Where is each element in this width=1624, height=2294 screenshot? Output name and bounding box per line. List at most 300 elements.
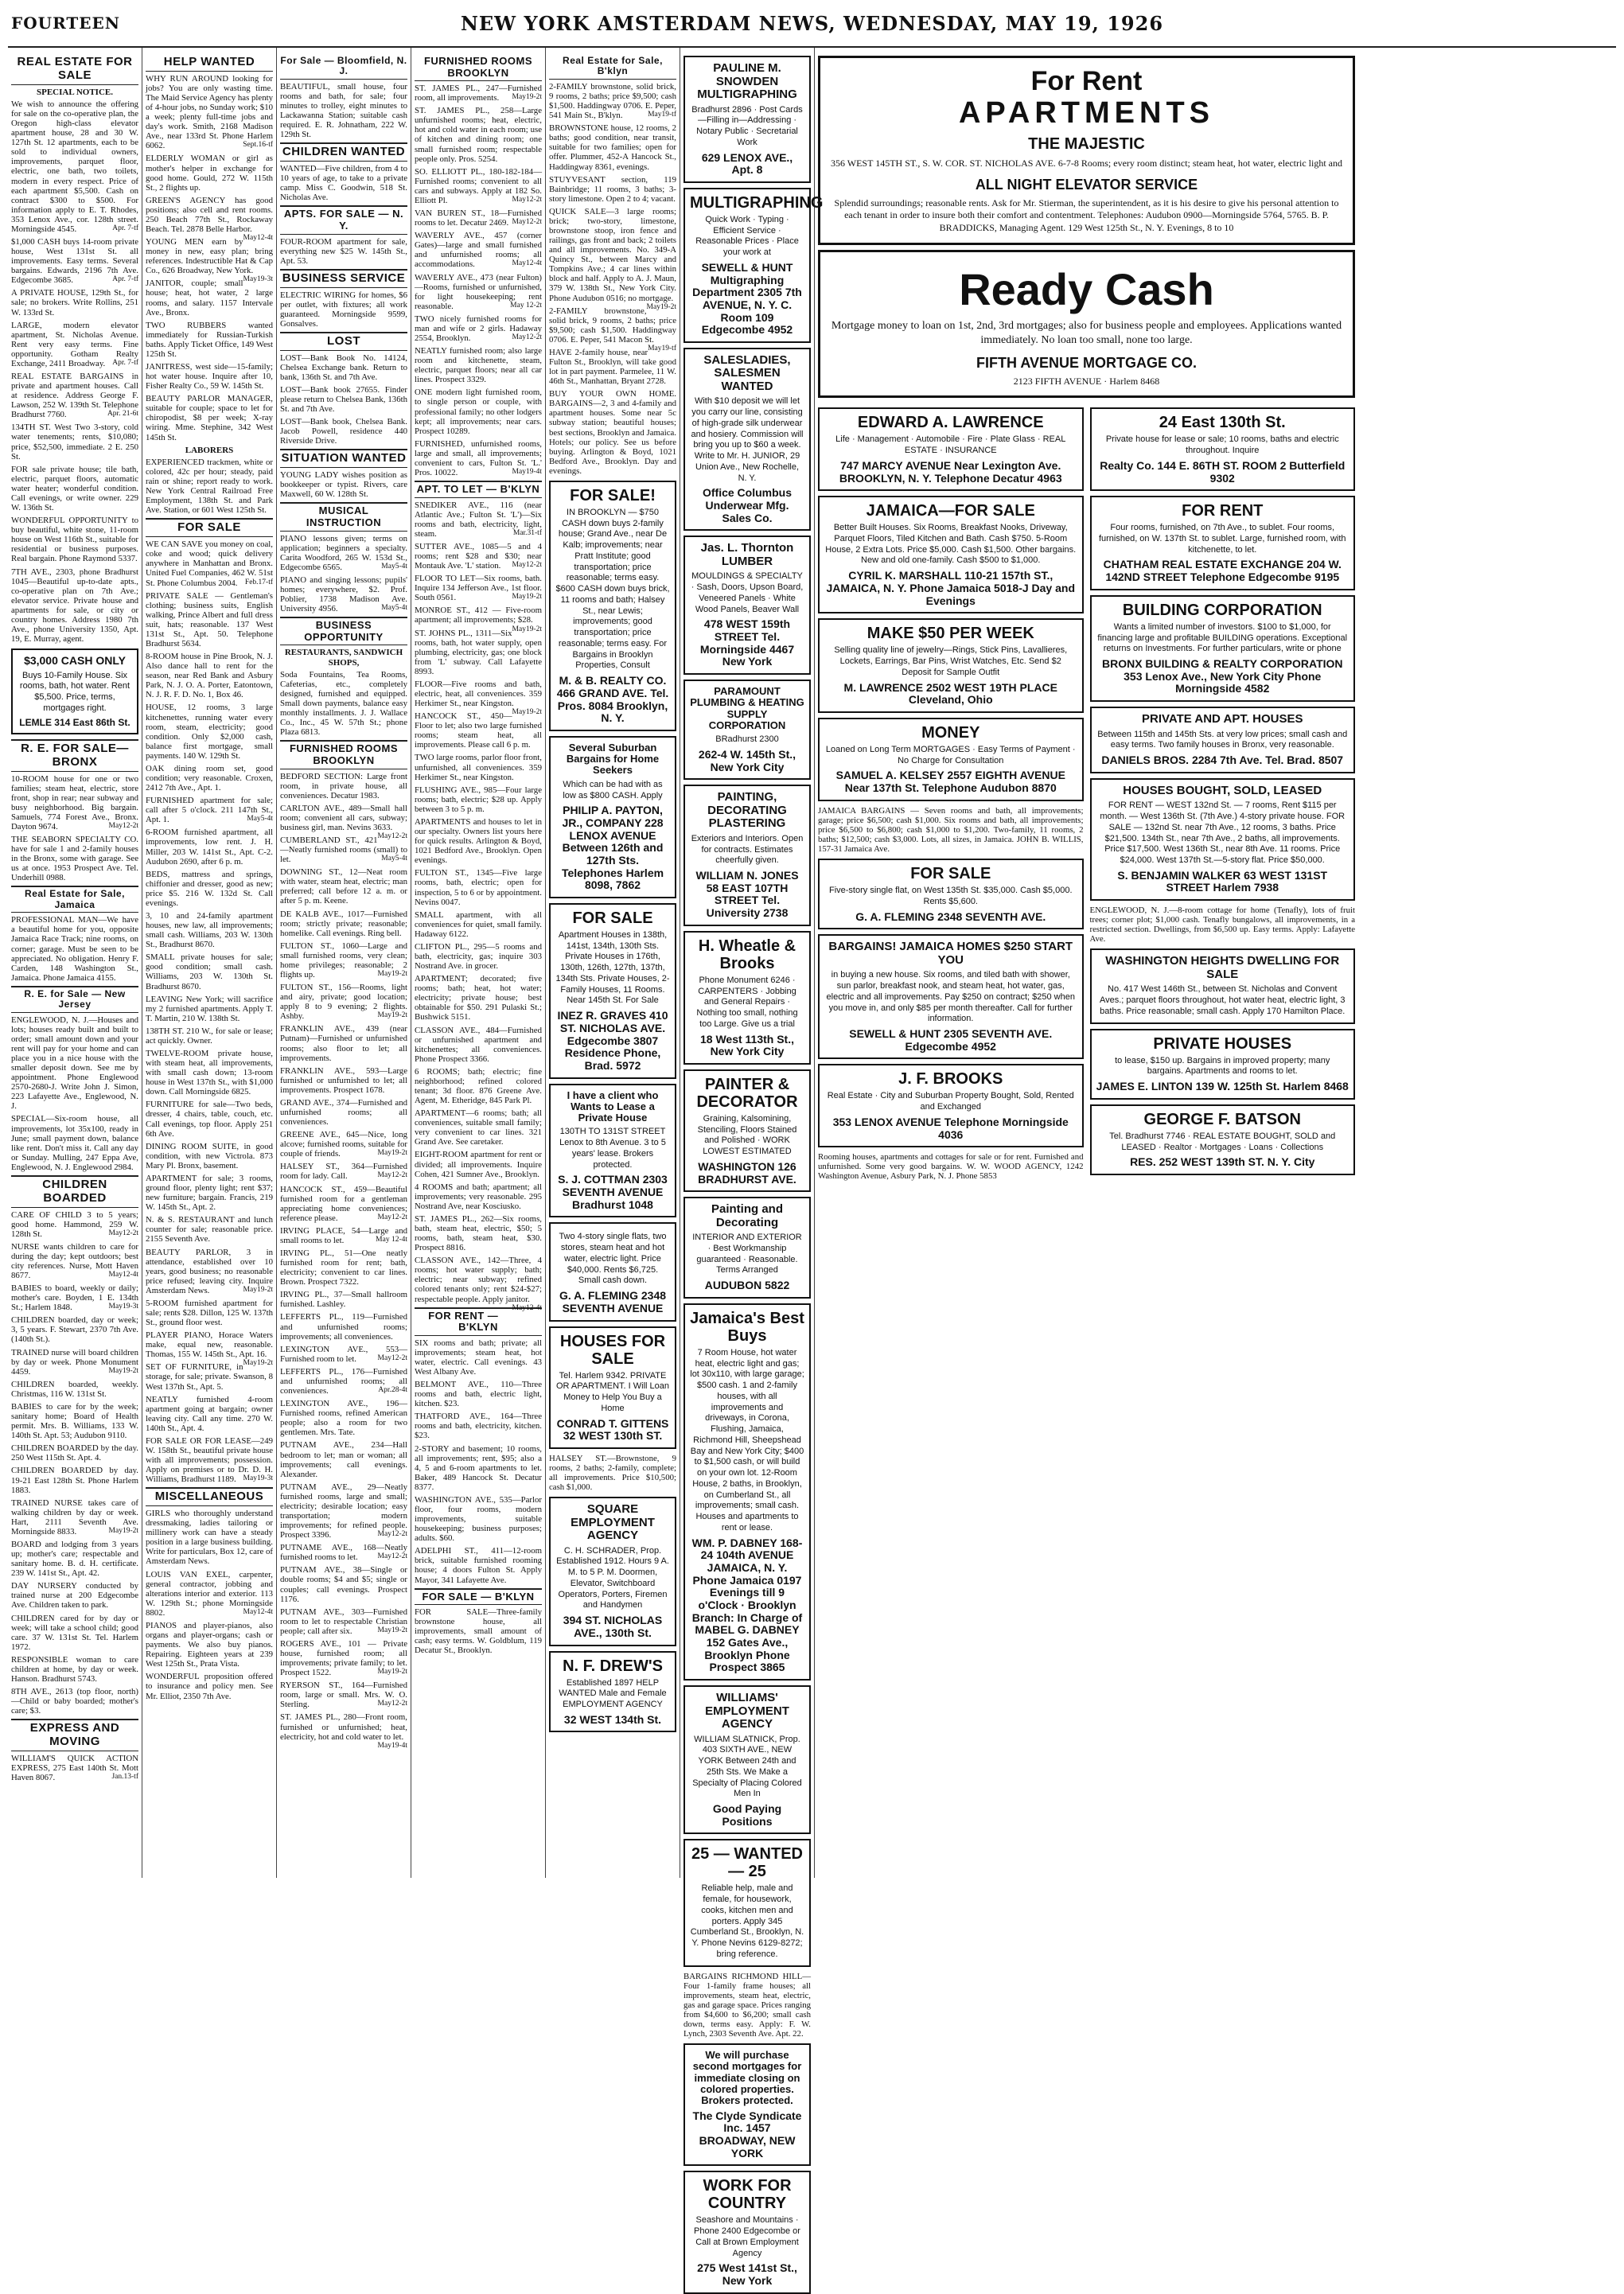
ad-list xyxy=(683,1972,811,2039)
ad-body: Which can be had with as low as $800 CASH. Apply xyxy=(563,779,663,800)
ad-run-date: May5-4t xyxy=(247,815,273,824)
ad-run-date: Sept.16-tf xyxy=(243,141,273,150)
ad-run-date: May19-4t xyxy=(512,467,542,476)
ads-right xyxy=(1090,403,1356,1184)
classified-ad xyxy=(280,1482,407,1540)
ad-text: TWO nicely furnished rooms for man and wife or 2 girls. Hadaway 2554, Brooklyn. xyxy=(415,314,542,343)
ad-run-date: May12-2t xyxy=(377,1171,407,1180)
ad-footer: SEWELL & HUNT Multigraphing Department 2305 7th AVENUE, N. Y. C. Room 109 Edgecombe 4952 xyxy=(692,260,802,337)
display-ad xyxy=(549,1084,676,1218)
section-heading: CHILDREN WANTED xyxy=(280,142,407,162)
ad-run-date: May12-4t xyxy=(512,259,542,268)
ad-text: APARTMENT for sale; 3 rooms, ground floor, plenty light; rent $37; new furniture; bargain. Francis, 219 W. 145th St., Apt. 2. xyxy=(146,1173,273,1213)
ad-run-date: May19-tf xyxy=(648,344,676,352)
ad-text: HALSEY ST., 364—Furnished room for lady. Call. xyxy=(280,1162,407,1182)
ad-text: APARTMENT; decorated; five rooms; bath; heat, hot water; electricity; private house; best obtainable for $50. 291 Pulaski St.; Bushwick 5151. xyxy=(415,974,542,1022)
ad-headline: H. Wheatle & Brooks xyxy=(698,937,796,972)
ad-text: SNEDIKER AVE., 116 (near Atlantic Ave.; Fulton St. 'L')—Six rooms and bath, electricity, light, steam. xyxy=(415,500,542,539)
ad-text: 2-STORY and basement; 10 rooms, all improvements; rent, $95; also a 4, 5 and 6-room apartments to let. Baker, 489 Hancock St. Decatur 8377. xyxy=(415,1443,542,1492)
column-3 xyxy=(277,48,411,1878)
ad-run-date: May12-2t xyxy=(377,832,407,840)
classified-ad xyxy=(11,372,138,419)
box-group xyxy=(818,407,1084,800)
display-ad xyxy=(818,718,1084,801)
ad-body: Exteriors and Interiors. Open for contracts. Estimates cheerfully given. xyxy=(691,833,804,866)
ad-body: INTERIOR AND EXTERIOR · Best Workmanship guaranteed · Reasonable. Terms Arranged xyxy=(692,1233,802,1276)
classified-ad xyxy=(280,1162,407,1181)
ad-list xyxy=(415,1338,542,1585)
box-group xyxy=(818,859,1084,1147)
hero-text-2: 2123 FIFTH AVENUE · Harlem 8468 xyxy=(1013,375,1160,387)
ad-text: REAL ESTATE BARGAINS in private and apartment houses. Call at residence. Address George F. Lawson, 252 W. 139th St. Telephone Bradhurst 7760. xyxy=(11,372,138,420)
classified-ad xyxy=(280,1226,407,1245)
ad-headline: Several Suburban Bargains for Home Seekers xyxy=(566,741,660,777)
classified-ad xyxy=(280,1290,407,1309)
ad-text: CHILDREN BOARDED by the day. 250 West 115th St. Apt. 4. xyxy=(11,1443,138,1463)
hero-building-name: THE MAJESTIC xyxy=(1028,134,1145,153)
ad-run-date: May12-4t xyxy=(512,1303,542,1312)
classified-ad xyxy=(280,1399,407,1437)
ad-text: A PRIVATE HOUSE, 129th St., for sale; no brokers. Write Rollins, 251 W. 133rd St. xyxy=(11,288,138,317)
classified-ad xyxy=(146,652,273,699)
classified-ad xyxy=(280,1565,407,1603)
ad-list xyxy=(280,82,407,139)
ad-body: With $10 deposit we will let you carry our line, consisting of high-grade silk underwear and hosiery. Commission will bring you up to $60 a week. Write to Mr. H. JUNIOR, 29 Union Ave., New Rochelle, N. Y. xyxy=(691,396,804,483)
ad-text: LOST—Bank book, Chelsea Bank. Jacob Powell, residence 440 Riverside Drive. xyxy=(280,417,407,446)
classified-ad xyxy=(549,348,676,386)
ad-text: JANITRESS, west side—15-family; hot water house. Inquire after 10, Fisher Realty Co., 59 W. 145th St. xyxy=(146,361,273,391)
ad-text: PUTNAM AVE., 38—Single or double rooms; $4 and $5; single or couples; call evenings. Prospect 1176. xyxy=(280,1565,407,1604)
ad-run-date: May19-2t xyxy=(512,93,542,102)
ad-text: BABIES to care for by the week; sanitary home; Board of Health permit. Mrs. B. Williams, 133 W. 140th St. Apt. 53; Audubon 9110. xyxy=(11,1401,138,1441)
classified-ad xyxy=(280,1345,407,1364)
classified-ad xyxy=(11,1114,138,1171)
ad-run-date: May19-4t xyxy=(377,1741,407,1750)
ad-list xyxy=(146,539,273,1484)
ad-body: Reliable help, male and female, for housework, cooks, kitchen men and porters. Apply 345 Cumberland St., Brooklyn, N. Y. Phone Nevins 6129-8272; bring reference. xyxy=(690,1883,804,1959)
ad-text: APARTMENTS and houses to let in our specialty. Owners list yours here for quick results. Arlington & Boyd, 1021 Bedford Ave., Brooklyn. Open evenings. xyxy=(415,816,542,866)
ad-footer: WM. P. DABNEY 168-24 104th AVENUE JAMAICA, N. Y. Phone Jamaica 0197 Evenings till 9 o'Clock · Brooklyn Branch: In Charge of MABEL G. DABNEY 152 Gates Ave., Brooklyn Phone Prospect 3865 xyxy=(691,1536,803,1674)
classified-ad xyxy=(280,670,407,738)
classified-ad xyxy=(415,1380,542,1408)
section-heading: APTS. FOR SALE — N. Y. xyxy=(280,205,407,234)
ad-headline: PAINTER & DECORATOR xyxy=(696,1075,798,1111)
ad-text: WAVERLY AVE., 457 (corner Gates)—large and small furnished and unfurnished rooms; all accommodations. xyxy=(415,231,542,270)
classified-ad xyxy=(280,1024,407,1062)
ad-body: No. 417 West 146th St., between St. Nicholas and Convent Aves.; parquet floors throughout, hot water heat, electric light, 3 baths. Price reasonable; small cash. Apply 170 Hamilton Place. xyxy=(1099,984,1346,1016)
ad-headline: I have a client who Wants to Lease a Private House xyxy=(567,1089,659,1124)
ad-footer: Realty Co. 144 E. 86TH ST. ROOM 2 Butterfield 9302 xyxy=(1100,458,1346,485)
ad-list xyxy=(11,1210,138,1716)
classified-ad xyxy=(280,353,407,382)
ad-text: 6-ROOM furnished apartment, all improvements, low rent. J. H. Miller, 203 W. 141st St., Apt. C-2. Audubon 2690, after 6 p. m. xyxy=(146,828,273,867)
ad-text: CHILDREN boarded, day or week; 3, 5 years. F. Stewart, 2370 7th Ave. (140th St.). xyxy=(11,1315,138,1345)
classified-ad xyxy=(280,1712,407,1750)
classified-ad xyxy=(146,1672,273,1700)
display-ad xyxy=(683,1069,811,1192)
ad-text: HANCOCK ST., 450—Floor to let; also two large furnished rooms; steam heat, all improvements. Please call 6 p. m. xyxy=(415,711,542,750)
classified-ad xyxy=(280,1066,407,1095)
ad-text: WAVERLY AVE., 473 (near Fulton)—Rooms, furnished or unfurnished, for light housekeeping; rent reasonable. xyxy=(415,272,542,311)
ad-text: TRAINED nurse will board children by day or week. Phone Monument 4459. xyxy=(11,1347,138,1377)
ad-text: 2-FAMILY brownstone, solid brick, 9 rooms, 2 baths; price $9,500; cash $1,500. Haddingway 0706. E. Peper, 541 Macon St. xyxy=(549,306,676,345)
ad-footer: S. J. COTTMAN 2303 SEVENTH AVENUE Bradhurst 1048 xyxy=(558,1173,668,1211)
classified-ad xyxy=(11,1315,138,1344)
ad-text: BEDFORD SECTION: Large front room, in private house, all conveniences. Decatur 1983. xyxy=(280,771,407,800)
classified-ad xyxy=(146,828,273,866)
ad-text: THATFORD AVE., 164—Three rooms and bath, electricity, kitchen. $23. xyxy=(415,1412,542,1441)
ad-text: NEATLY furnished room; also large room and kitchenette, steam, electric, parquet floors; near all car lines. Prospect 3329. xyxy=(415,346,542,385)
display-ad xyxy=(1090,595,1356,702)
section-heading: EXPRESS AND MOVING xyxy=(11,1719,138,1751)
classified-ad xyxy=(415,1256,542,1312)
classified-ad xyxy=(146,1570,273,1618)
classified-ad xyxy=(11,1402,138,1440)
classified-ad xyxy=(146,870,273,908)
ad-headline: 24 East 130th St. xyxy=(1159,414,1286,432)
ad-headline: MONEY xyxy=(921,723,980,742)
section-heading: HELP WANTED xyxy=(146,54,273,72)
ad-headline: JAMAICA—FOR SALE xyxy=(866,502,1035,520)
ad-text: YOUNG MEN earn by money in new, easy plan; bring references. Indestructible Hat & Cap Co., 626 Broadway, New York. xyxy=(146,237,273,276)
display-ad xyxy=(1090,1104,1356,1175)
ad-headline: SQUARE EMPLOYMENT AGENCY xyxy=(571,1502,655,1543)
ad-run-date: May12-2t xyxy=(512,561,542,570)
ad-text: PUTNAM AVE., 29—Neatly furnished rooms, large and small; electricity; desirable location; easy transportation; modern improvements; for refined people. Prospect 3396. xyxy=(280,1482,407,1540)
ad-text: 134TH ST. West Two 3-story, cold water tenements; rents, $10,080; price, $52,500, immediate. 2 E. 250 St. xyxy=(11,423,138,462)
ad-list xyxy=(415,84,542,477)
ad-body: Bradhurst 2896 · Post Cards—Filling in—Addressing · Notary Public · Secretarial Work xyxy=(691,104,803,147)
ad-footer: M. & B. REALTY CO. 466 GRAND AVE. Tel. Pros. 8084 Brooklyn, N. Y. xyxy=(556,674,669,725)
ad-text: THE SEABORN SPECIALTY CO. have for sale 1 and 2-family houses in the Bronx, some with garage. See us at once. 1953 Prospect Ave. Tel. Underhill 0988. xyxy=(11,835,138,883)
ad-run-date: Apr. 7-tf xyxy=(112,358,138,367)
ad-body: Better Built Houses. Six Rooms, Breakfast Nooks, Driveway, Parquet Floors, Tiled Kitchen and Bath. Cash $750. 5-Room House, 2 Extra Lots. Price $5,000. Cash $1,500. Other bargains. New and old one-family. Cash $500 to $1,000. xyxy=(825,523,1077,566)
box-group xyxy=(683,2043,811,2294)
ad-run-date: May19-2t xyxy=(243,1359,273,1368)
ad-text: WASHINGTON AVE., 535—Parlor floor, four rooms, modern improvements, suitable housekeeping; business purposes; adults. $60. xyxy=(415,1494,542,1544)
classified-ad xyxy=(280,1248,407,1287)
hero-company: FIFTH AVENUE MORTGAGE CO. xyxy=(976,354,1197,371)
ad-run-date: May12-2t xyxy=(377,1353,407,1362)
classified-ad xyxy=(549,123,676,171)
ad-text: PROFESSIONAL MAN—We have a beautiful home for you, opposite Jamaica Race Track; nine rooms, on corner; garage. Must be seen to be appreciated. No obligation. Henry F. Carden, 148 Washington St., Jamaica. Phone Jamaica 4155. xyxy=(11,915,138,983)
display-ad xyxy=(683,348,811,532)
classified-ad xyxy=(280,1440,407,1478)
ad-body: Phone Monument 6246 · CARPENTERS · Jobbing and General Repairs · Nothing too small, nothing too Large. Give us a trial xyxy=(696,975,798,1029)
ad-run-date: May 12-4t xyxy=(376,1235,407,1244)
section-heading: FURNISHED ROOMS BROOKLYN xyxy=(280,740,407,769)
ad-text: FLOOR TO LET—Six rooms, bath. Inquire 134 Jefferson Ave., 1st floor. South 0561. xyxy=(415,574,542,603)
classified-ad xyxy=(280,772,407,800)
ad-list xyxy=(280,353,407,446)
section-heading: R. E. for Sale — New Jersey xyxy=(11,986,138,1013)
two-column-ads xyxy=(818,403,1355,1184)
display-ad xyxy=(683,56,811,183)
ad-text: BEAUTY PARLOR MANAGER, suitable for couple; space to let for chiropodist, $8 per week; X-ray wiring. Mme. Stephine, 342 West 145th St. xyxy=(146,394,273,442)
ad-run-date: Mar.31-tf xyxy=(512,528,542,537)
ad-run-date: May5-4t xyxy=(381,604,407,613)
ad-footer: PHILIP A. PAYTON, JR., COMPANY 228 LENOX AVENUE Between 126th and 127th Sts. Telephones Harlem 8098, 7862 xyxy=(561,804,664,892)
classified-ad xyxy=(415,231,542,269)
section-heading: MISCELLANEOUS xyxy=(146,1487,273,1506)
classified-ad xyxy=(11,1655,138,1684)
ad-body: BRadhurst 2300 xyxy=(715,734,779,745)
classified-ad xyxy=(11,567,138,645)
classified-ad xyxy=(280,1130,407,1159)
ad-footer: 478 WEST 159th STREET Tel. Morningside 4467 New York xyxy=(699,617,795,668)
column-5 xyxy=(546,48,680,1878)
ad-body: Wants a limited number of investors. $100 to $1,000, for financing large and profitable BUILDING operations. Exceptional returns on Investments. For further particulars, write or phone xyxy=(1097,621,1348,654)
ad-footer: CONRAD T. GITTENS 32 WEST 130th ST. xyxy=(556,1416,669,1443)
ad-text: FURNISHED apartment for sale; call after 5 o'clock. 211 147th St., Apt. 1. xyxy=(146,796,273,825)
ad-run-date: May19-2t xyxy=(646,302,676,311)
classified-ad xyxy=(146,195,273,243)
ad-body: FOR RENT — WEST 132nd St. — 7 rooms, Rent $115 per month. — West 136th St. (7th Ave.) 4-story private house. FOR SALE — 132nd St. near 7th Ave., 12 rooms, 3 baths. Price $21,500. 134th St., near 7th Ave., 2 baths, all improvements. Price $17,500. West 136th St., near 8th Ave. 11 rooms. Price $24,000. West 137th St.—5-story flat. Price $50,000. xyxy=(1100,800,1346,866)
ad-text: NEATLY furnished 4-room apartment going at bargain; owner leaving city. Call any time. 270 W. 140th St., Apt. 4. xyxy=(146,1394,273,1433)
classified-ad xyxy=(280,909,407,938)
ad-text: MONROE ST., 412 — Five-room apartment; all improvements; $28. xyxy=(415,606,542,625)
subheading: SPECIAL NOTICE. xyxy=(37,87,113,97)
ad-list xyxy=(11,915,138,983)
ad-text: N. & S. RESTAURANT and lunch counter for sale; reasonable price. 2155 Seventh Ave. xyxy=(146,1215,273,1244)
classified-ad xyxy=(146,394,273,442)
classified-ad xyxy=(549,82,676,120)
ad-text: FULTON ST., 1345—Five large rooms, bath, electric; open for inspection, 5 to 6 or by appointment. Nevins 0047. xyxy=(415,868,542,907)
hero-text: 356 WEST 145TH ST., S. W. COR. ST. NICHOLAS AVE. 6-7-8 Rooms; every room distinct; steam heat, hot water, electric light and xyxy=(830,158,1342,169)
ad-text: SUTTER AVE., 1085—5 and 4 rooms; rent $28 and $30; near Montauk Ave. 'L' station. xyxy=(415,541,542,571)
hero-feature: ALL NIGHT ELEVATOR SERVICE xyxy=(975,176,1198,193)
ad-run-date: May12-4t xyxy=(243,234,273,243)
display-ad xyxy=(683,2171,811,2293)
ad-body: Buys 10-Family House. Six rooms, bath, hot water. Rent $5,500. Price, terms, mortgages right. xyxy=(19,670,130,713)
ad-text: BROWNSTONE house, 12 rooms, 2 baths; good condition, near transit, suitable for two families; open for offer. Plummer, 452-A Hancock St., Haddingway 8361, evenings. xyxy=(549,123,676,172)
ad-footer: AUDUBON 5822 xyxy=(704,1279,790,1292)
ad-text: CARE OF CHILD 3 to 5 years; good home. Hammond, 259 W. 128th St. xyxy=(11,1209,138,1239)
classified-ad xyxy=(280,470,407,499)
ad-body: C. H. SCHRADER, Prop. Established 1912. Hours 9 A. M. to 5 P. M. Doormen, Elevator, Switchboard Operators, Porters, Firemen and Handymen xyxy=(556,1545,669,1610)
ad-text: Rooming houses, apartments and cottages for sale or for rent. Furnished and unfurnished. Some very good bargains. W. W. WOOD AGENCY, 1242 Washington Avenue, Asbury Park, N. J. Phone 5853 xyxy=(818,1152,1084,1182)
ad-text: 8TH AVE., 2613 (top floor, north) —Child or baby boarded; mother's care; $3. xyxy=(11,1687,138,1716)
ad-body: Tel. Harlem 9342. PRIVATE OR APARTMENT. I Will Loan Money to Help You Buy a Home xyxy=(555,1370,670,1413)
ad-headline: FOR SALE xyxy=(572,909,653,927)
ad-text: 6 ROOMS; bath; electric; fine neighborhood; refined colored tenant; 3d floor. 876 Greene Ave. Agent, M. Etheridge, 845 Park Pl. xyxy=(415,1066,542,1106)
ad-headline: EDWARD A. LAWRENCE xyxy=(857,414,1044,432)
ad-run-date: May19-3t xyxy=(243,275,273,284)
ad-text: OAK dining room set, good condition; very reasonable. Croxen, 2412 7th Ave., Apt. 1. xyxy=(146,763,273,793)
box-group xyxy=(1090,948,1356,1175)
classified-ad xyxy=(11,1015,138,1112)
ad-body: Established 1897 HELP WANTED Male and Female EMPLOYMENT AGENCY xyxy=(559,1677,667,1710)
ad-run-date: May19-2t xyxy=(512,625,542,633)
classified-ad xyxy=(146,796,273,824)
ad-footer: 262-4 W. 145th St., New York City xyxy=(698,748,796,773)
box-group xyxy=(549,1497,676,1732)
ad-text: FLOOR—Five rooms and bath, electric, heat, all conveniences. 359 Herkimer St., near Kingston. xyxy=(415,679,542,709)
ad-run-date: May12-4t xyxy=(108,1271,138,1279)
ad-text: LEFFERTS PL., 176—Furnished and unfurnished rooms; all conveniences. xyxy=(280,1366,407,1396)
section-heading: APT. TO LET — B'KLYN xyxy=(415,481,542,498)
ad-run-date: Jan.13-tf xyxy=(111,1773,138,1782)
display-ad xyxy=(683,931,811,1065)
classified-ad xyxy=(146,458,273,515)
ad-text: 3, 10 and 24-family apartment houses, new law, all improvements; small cash. Williams, 203 W. 130th St., Bradhurst 8670. xyxy=(146,911,273,950)
classified-ad xyxy=(11,465,138,512)
ad-list xyxy=(146,74,273,442)
classified-ad xyxy=(146,764,273,793)
ad-run-date: May19-2t xyxy=(377,1668,407,1677)
ad-text: ROGERS AVE., 101 — Private house, furnished room; all improvements; private family; to let. Prospect 1522. xyxy=(280,1638,407,1678)
ad-footer: WASHINGTON 126 BRADHURST AVE. xyxy=(698,1159,796,1186)
ad-body: Apartment Houses in 138th, 141st, 134th, 130th Sts. Private Houses in 176th, 130th, 126th, 127th, 137th, 134th Sts. Private Houses, 2-Family Houses, 11 Rooms. Near 145th St. For Sale xyxy=(555,929,670,1006)
classified-ad xyxy=(415,679,542,717)
classified-ad xyxy=(280,1543,407,1562)
ad-run-date: May12-2t xyxy=(377,1552,407,1561)
ad-text: 2-FAMILY brownstone, solid brick, 9 rooms, 2 baths; price $9,500; cash $1,500. Haddingway 0706. E. Peper, 541 Main St., B'klyn. xyxy=(549,81,676,121)
ad-headline: FOR SALE! xyxy=(570,486,656,504)
classified-ad xyxy=(11,1380,138,1399)
ad-text: CHILDREN cared for by day or week; will take a school child; good care. 37 W. 131st St. Tel. Harlem 1972. xyxy=(11,1613,138,1652)
ad-list xyxy=(549,1454,676,1492)
ad-text: WANTED—Five children, from 4 to 10 years of age, to take to a private camp. Miss C. Goodwin, 518 St. Nicholas Ave. xyxy=(280,164,407,203)
ad-text: IRVING PL., 51—One neatly furnished room for rent; bath, electricity; convenient to car lines. Brown. Prospect 7322. xyxy=(280,1248,407,1287)
ad-footer: Office Columbus Underwear Mfg. Sales Co. xyxy=(702,486,792,524)
ad-text: FLUSHING AVE., 985—Four large rooms; bath, electric; $28 up. Apply between 3 to 5 p. m. xyxy=(415,785,542,814)
ad-text: CHILDREN BOARDED by day. 19-21 East 128th St. Phone Harlem 1883. xyxy=(11,1466,138,1495)
ad-text: WILLIAM'S QUICK ACTION EXPRESS, 275 East 140th St. Mott Haven 8067. xyxy=(11,1753,138,1783)
hero-headline: Ready Cash xyxy=(959,263,1214,314)
classified-ad xyxy=(146,1395,273,1433)
ad-headline: Jas. L. Thornton LUMBER xyxy=(700,541,794,568)
classified-ad xyxy=(415,439,542,477)
section-heading: LOST xyxy=(280,332,407,351)
ad-list xyxy=(1090,906,1356,944)
classified-ad xyxy=(415,167,542,205)
hero-text: Mortgage money to loan on 1st, 2nd, 3rd mortgages; also for business people and employees. Applications wanted immediately. No loan too small, none too large. xyxy=(831,320,1342,347)
ad-text: ONE modern light furnished room, to single person or couple, with professional family; no other lodgers kept; all improvements; near cars. Prospect 10289. xyxy=(415,388,542,436)
ad-text: LEAVING New York; will sacrifice my 2 furnished apartments. Apply T. T. Martin, 210 W. 138th St. xyxy=(146,994,273,1023)
ad-footer: SEWELL & HUNT 2305 SEVENTH AVE. Edgecombe 4952 xyxy=(849,1027,1053,1053)
ad-text: ST. JAMES PL., 247—Furnished room, all improvements. xyxy=(415,84,542,103)
ad-text: BEAUTY PARLOR, 3 in attendance, established over 10 years, good business; no reasonable price refused; leaving city. Inquire Amsterdam News. xyxy=(146,1247,273,1295)
ad-run-date: Feb.17-tf xyxy=(244,578,273,586)
ad-footer: Good Paying Positions xyxy=(712,1802,782,1828)
ad-body: 7 Room House, hot water heat, electric light and gas; lot 30x110, with large garage; $500 cash. 1 and 2-family houses, with all improvements and driveways, in Corona, Flushing, Jamaica, Richmond Hill, Sheepshead Bay and New York City; $400 to $1,500 cash, or will build on your own lot. 12-Room House, 2 baths, in Brooklyn, on Cumberland St., all improvements; small cash. Houses and apartments to rent or lease. xyxy=(690,1347,804,1533)
classified-ad xyxy=(146,1174,273,1212)
classified-ad xyxy=(549,1454,676,1492)
classified-ad xyxy=(146,539,273,587)
classified-ad xyxy=(415,1182,542,1211)
display-ad xyxy=(549,1326,676,1449)
classified-ad xyxy=(415,868,542,906)
ad-run-date: May19-2t xyxy=(377,969,407,978)
ad-text: SMALL apartment, with all conveniences for quiet, small family. Hadaway 6122. xyxy=(415,909,542,939)
section-heading: Real Estate for Sale, B'klyn xyxy=(549,54,676,80)
ad-run-date: May12-2t xyxy=(512,218,542,227)
column-4 xyxy=(411,48,546,1878)
ad-headline: J. F. BROOKS xyxy=(898,1070,1003,1089)
classified-ad xyxy=(146,362,273,391)
ad-text: ST. JOHNS PL., 1311—Six rooms, bath, hot water supply, open plumbing, electricity, gas; one block from 'L' subway. Call Lafayette 8993. xyxy=(415,628,542,676)
classified-ad xyxy=(11,1242,138,1280)
hero-headline-2: APARTMENTS xyxy=(958,96,1215,130)
ad-body: Life · Management · Automobile · Fire · Plate Glass · REAL ESTATE · INSURANCE xyxy=(835,434,1066,456)
ad-run-date: May19-2t xyxy=(512,708,542,717)
ad-text: DAY NURSERY conducted by trained nurse at 200 Edgecombe Ave. Children taken to park. xyxy=(11,1581,138,1610)
ad-text: NURSE wants children to care for during the day; kept outdoors; best city references. Nurse, Mott Haven 8677. xyxy=(11,1241,138,1281)
ad-run-date: May19-2t xyxy=(512,593,542,602)
ad-text: IRVING PL., 37—Small hallroom furnished. Lashley. xyxy=(280,1290,407,1310)
ad-list xyxy=(280,237,407,266)
ad-text: PLAYER PIANO, Horace Waters make, equal new, reasonable. Thomas, 155 W. 145th St., Apt. 16. xyxy=(146,1330,273,1360)
ad-run-date: May5-4t xyxy=(381,855,407,863)
ad-text: DINING ROOM SUITE, in good condition, with new Victrola. 873 Mary Pl. Bronx, basement. xyxy=(146,1141,273,1170)
classified-ad xyxy=(415,1026,542,1064)
ad-headline: WILLIAMS' EMPLOYMENT AGENCY xyxy=(705,1691,789,1731)
ad-run-date: May12-4t xyxy=(243,1607,273,1616)
ad-text: TWO RUBBERS wanted immediately for Russian-Turkish baths. Apply Ticket Office, 149 West 125th St. xyxy=(146,320,273,359)
classified-ad xyxy=(11,1348,138,1377)
classified-ad xyxy=(280,534,407,572)
ad-headline: $3,000 CASH ONLY xyxy=(24,654,126,668)
classified-ad xyxy=(146,1330,273,1368)
display-ad xyxy=(683,1197,811,1299)
classified-ad xyxy=(11,1498,138,1536)
ad-text: TWELVE-ROOM private house, with steam heat, all improvements, with small cash down; 13-room house in West 137th St., with $1,000 down. Call Morningside 6825. xyxy=(146,1049,273,1097)
classified-ad xyxy=(280,1367,407,1396)
ad-list xyxy=(549,82,676,476)
classified-ad xyxy=(280,983,407,1021)
classified-ad xyxy=(415,1607,542,1655)
hero-headline: For Rent xyxy=(1030,66,1143,96)
classified-ad xyxy=(280,417,407,446)
display-ad xyxy=(549,903,676,1079)
classified-ad xyxy=(415,1108,542,1147)
classified-ad xyxy=(146,703,273,760)
classified-ad xyxy=(146,1049,273,1096)
ad-footer: SAMUEL A. KELSEY 2557 EIGHTH AVENUE Near 137th St. Telephone Audubon 8870 xyxy=(835,769,1065,795)
classified-ad xyxy=(11,237,138,285)
classified-ad xyxy=(280,164,407,202)
ad-body: Selling quality line of jewelry—Rings, Stick Pins, Lavallieres, Lockets, Earrings, Bar Pins, Wrist Watches, Etc. Send $2 Deposit for Sample Outfit xyxy=(834,645,1068,677)
ad-text: FOR sale private house; tile bath, electric, parquet floors, automatic water heater; wonderful condition. Call evenings, or write owner. 229 W. 136th St. xyxy=(11,464,138,513)
ad-headline: HOUSES FOR SALE xyxy=(559,1332,666,1368)
ad-text: ENGLEWOOD, N. J.—Houses and lots; houses ready built and built to order; small amount down and your rent will pay for your home and can place you in a nice house with the smaller deposit down. See me by appointment. Phone Englewood 2570-2680-J. Write John J. Simon, 223 Lafayette Ave., Englewood, N. J. xyxy=(11,1015,138,1112)
ad-run-date: May12-2t xyxy=(108,821,138,830)
classified-ad xyxy=(280,1312,407,1341)
ad-text: BEDS, mattress and springs, chiffonier and dresser, good as new; price $5. 216 W. 132d St. Call evenings. xyxy=(146,869,273,908)
ad-text: FURNITURE for sale—Two beds, dresser, 4 chairs, table, couch, etc. Call evenings, top floor. Apply 251 6th Ave. xyxy=(146,1100,273,1139)
ad-text: 7TH AVE., 2303, phone Bradhurst 1045—Beautiful up-to-date apts., co-operative plan on 7th Ave.; elevator service. Private house and apartments for sale, or city or country homes. Address 1980 7th Ave., phone University 1350, Apt. 19, E. Murray, agent. xyxy=(11,567,138,645)
ad-run-date: May12-2t xyxy=(377,1530,407,1539)
ad-run-date: May19-2t xyxy=(377,1149,407,1158)
ad-text: TRAINED NURSE takes care of walking children by day or week. Hart, 2111 Seventh Ave. Morningside 8833. xyxy=(11,1498,138,1536)
ad-run-date: May 12-2t xyxy=(510,301,542,310)
ad-text: GRAND AVE., 374—Furnished and unfurnished rooms; all conveniences. xyxy=(280,1097,407,1128)
ad-text: CLASSON AVE., 142—Three, 4 rooms; hot water supply; bath; electric; near subway; refined colored tenants only; rent $24-$27; respectable people. Apply janitor. xyxy=(415,1256,542,1304)
classified-ad xyxy=(415,1150,542,1178)
ad-list xyxy=(415,1607,542,1655)
classified-ad xyxy=(818,1152,1084,1181)
classified-ad xyxy=(146,1436,273,1484)
ad-text: WONDERFUL OPPORTUNITY to buy beautiful, white stone, 11-room house on West 116th St., suitable for residential or business purposes. Real bargain. Phone Raymond 5337. xyxy=(11,516,138,564)
display-ad xyxy=(818,1064,1084,1147)
ad-text: HALSEY ST.—Brownstone, 9 rooms, 2 baths; 2-family, complete; all improvements. Price $10,500; cash $1,000. xyxy=(549,1453,676,1493)
display-ad xyxy=(683,2043,811,2166)
ad-text: ENGLEWOOD, N. J.—8-room cottage for home (Tenafly), lots of fruit trees; corner plot; $1,000 cash. Tenafly bungalows, all improvements, in a restricted section. Dwellings, from $6,500 up. Easy terms. Apply: Lafayette Ave. xyxy=(1089,906,1355,944)
classified-ad xyxy=(11,774,138,832)
ad-footer: 18 West 113th St., New York City xyxy=(699,1032,794,1058)
ad-list xyxy=(280,470,407,499)
